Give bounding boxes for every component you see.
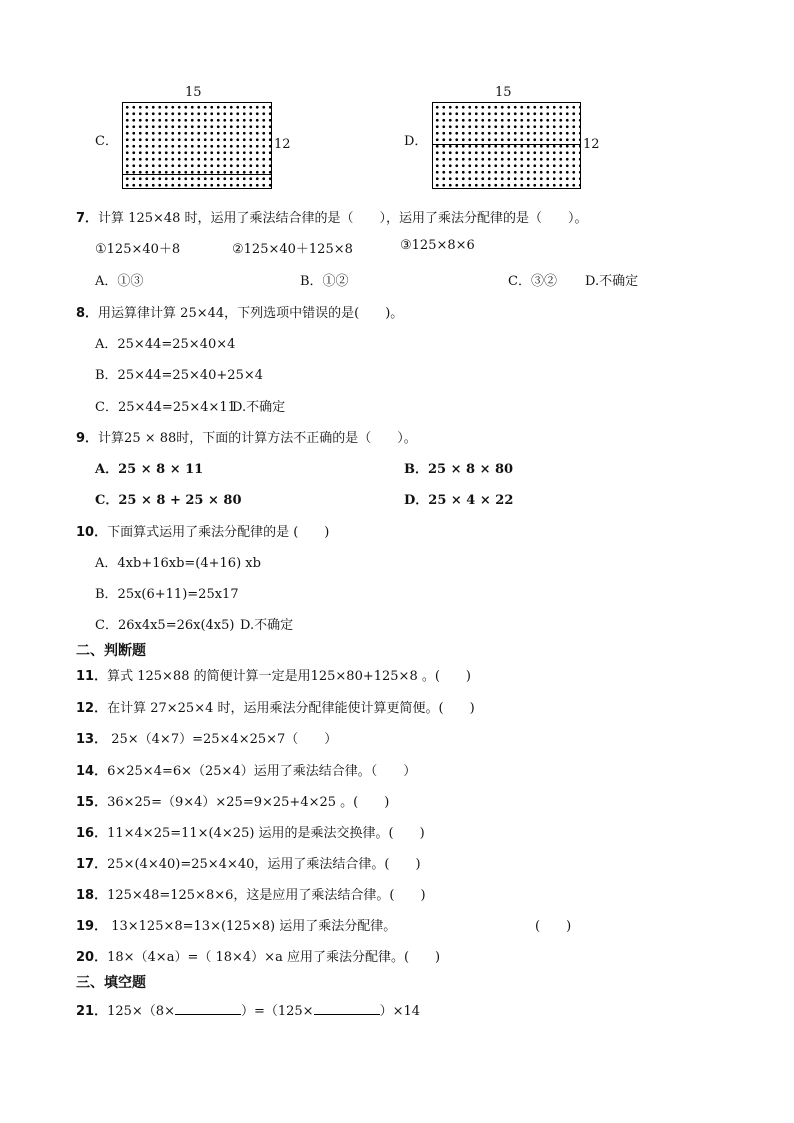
section-heading-judge: 二、判断题 [76, 643, 146, 659]
question-number: 21． [76, 1004, 108, 1019]
question-number: 17． [76, 857, 108, 872]
fill-text-part-2: ）=（125× [240, 1004, 314, 1019]
fill-text-part-1: 125×（8× [107, 1004, 175, 1019]
figure-d-side-label: 12 [583, 137, 600, 152]
judge-item-18 [76, 884, 426, 903]
question-number: 13． [76, 732, 108, 747]
figure-c-divider-line [123, 174, 271, 175]
judge-item-19 [76, 915, 396, 934]
figure-c-top-label: 15 [185, 85, 202, 100]
q7-option-a[interactable]: A．①③ [95, 274, 144, 289]
question-text: 36×25=（9×4）×25=9×25+4×25 。( ) [107, 795, 390, 810]
section-heading-fill: 三、填空题 [76, 975, 146, 991]
q9-option-a[interactable]: A．25 × 8 × 11 [95, 462, 204, 477]
q9-option-b[interactable]: B．25 × 8 × 80 [404, 462, 514, 477]
judge-item-16 [76, 822, 425, 841]
question-text: 125×48=125×8×6，这是应用了乘法结合律。( ) [107, 888, 426, 903]
question-7 [76, 207, 588, 226]
question-number: 20． [76, 950, 108, 965]
q7-option-c[interactable]: C．③② [508, 274, 557, 289]
judge-item-15 [76, 791, 389, 810]
q7-item-3: ③125×8×6 [400, 238, 475, 253]
question-text: 计算 125×48 时，运用了乘法结合律的是（ ），运用了乘法分配律的是（ ）。 [98, 211, 588, 226]
question-8 [76, 302, 403, 321]
question-number: 18． [76, 888, 108, 903]
fill-text-part-3: ）×14 [379, 1004, 421, 1019]
question-number: 10． [76, 525, 108, 540]
question-number: 16． [76, 826, 108, 841]
question-text: 18×（4×a）=（ 18×4）×a 应用了乘法分配律。( ) [107, 950, 441, 965]
question-number: 7． [76, 211, 99, 226]
judge-item-12 [76, 697, 475, 716]
q10-option-c[interactable]: C．26x4x5=26x(4x5) [95, 618, 235, 633]
q8-option-a[interactable]: A．25×44=25×40×4 [95, 337, 236, 352]
q8-option-c[interactable]: C．25×44=25×4×11 [95, 400, 236, 415]
judge-item-19-answer-paren[interactable]: ( ) [535, 919, 572, 934]
judge-item-11 [76, 665, 471, 684]
q7-option-b[interactable]: B．①② [300, 274, 349, 289]
q10-option-b[interactable]: B．25x(6+11)=25x17 [95, 587, 239, 602]
question-number: 11． [76, 669, 108, 684]
figure-d-divider-line [433, 144, 580, 145]
question-text: 25×(4×40)=25×4×40，运用了乘法结合律。( ) [107, 857, 421, 872]
figure-d-top-label: 15 [495, 85, 512, 100]
judge-item-17 [76, 853, 421, 872]
judge-item-20 [76, 946, 440, 965]
q7-option-d[interactable]: D.不确定 [585, 274, 639, 289]
fill-blank-1[interactable] [175, 1001, 241, 1015]
figure-c-side-label: 12 [274, 137, 291, 152]
question-number: 9． [76, 431, 99, 446]
q8-option-b[interactable]: B．25×44=25×40+25×4 [95, 368, 263, 383]
judge-item-14 [76, 760, 416, 779]
question-text: 6×25×4=6×（25×4）运用了乘法结合律。（ ） [107, 764, 417, 779]
question-text: 在计算 27×25×4 时，运用乘法分配律能使计算更简便。( ) [107, 701, 475, 716]
figure-d-dot-grid [432, 102, 581, 189]
figure-c-dot-grid [122, 102, 272, 189]
question-text: 13×125×8=13×(125×8) 运用了乘法分配律。 [107, 919, 397, 934]
question-number: 19． [76, 919, 108, 934]
q10-option-a[interactable]: A．4xb+16xb=(4+16) xb [95, 556, 261, 571]
question-text: 下面算式运用了乘法分配律的是 ( ) [107, 525, 330, 540]
q7-item-1: ①125×40＋8 [95, 242, 181, 257]
fill-blank-2[interactable] [314, 1001, 380, 1015]
q7-item-2: ②125×40＋125×8 [232, 242, 353, 257]
q8-option-d[interactable]: D.不确定 [232, 400, 286, 415]
question-number: 12． [76, 701, 108, 716]
question-10 [76, 521, 329, 540]
q10-option-d[interactable]: D.不确定 [240, 618, 294, 633]
question-text: 用运算律计算 25×44，下列选项中错误的是( )。 [98, 306, 404, 321]
question-text: 11×4×25=11×(4×25) 运用的是乘法交换律。( ) [107, 826, 425, 841]
question-number: 8． [76, 306, 99, 321]
question-text: 算式 125×88 的简便计算一定是用125×80+125×8 。( ) [107, 669, 471, 684]
q9-option-d[interactable]: D．25 × 4 × 22 [404, 493, 514, 508]
question-text: 计算25 × 88时，下面的计算方法不正确的是（ ）。 [98, 431, 417, 446]
question-text: 25×（4×7）=25×4×25×7（ ） [107, 732, 338, 747]
judge-item-13 [76, 728, 337, 747]
question-number: 14． [76, 764, 108, 779]
figure-d-option-label: D． [404, 134, 428, 149]
figure-c-option-label: C． [95, 134, 118, 149]
fill-item-21 [76, 1000, 420, 1019]
q9-option-c[interactable]: C．25 × 8 + 25 × 80 [95, 493, 242, 508]
question-number: 15． [76, 795, 108, 810]
question-9 [76, 427, 417, 446]
